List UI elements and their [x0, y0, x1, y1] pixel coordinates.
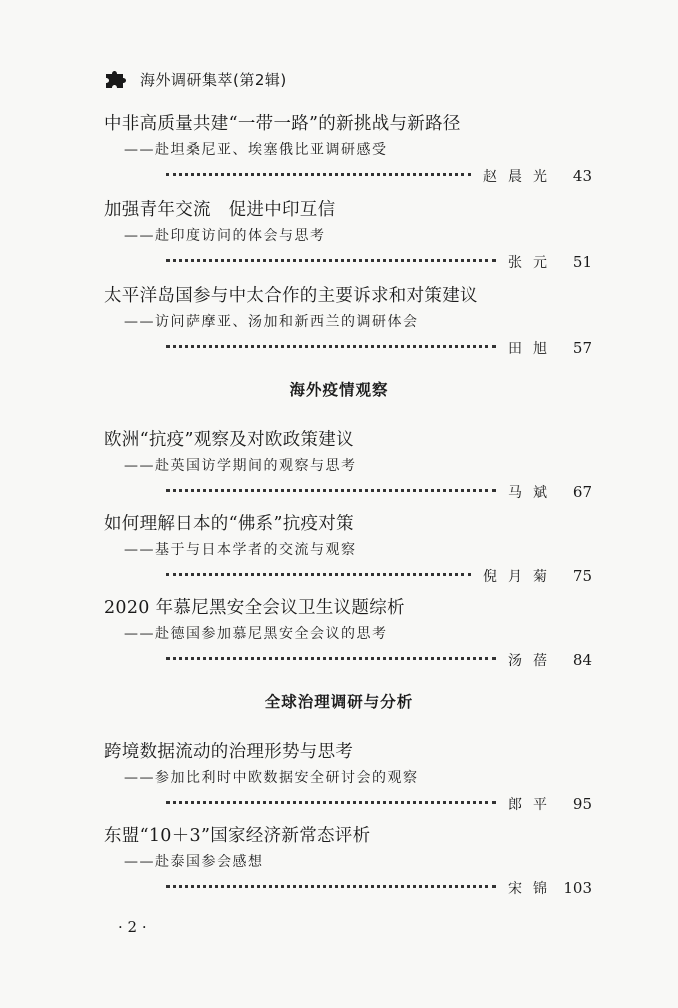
entry-title: 如何理解日本的“佛系”抗疫对策: [104, 514, 354, 534]
leader-row: [166, 252, 592, 272]
dot-leader: [166, 345, 496, 348]
entry-title: 太平洋岛国参与中太合作的主要诉求和对策建议: [104, 286, 478, 306]
leader-row: [166, 338, 592, 358]
entry-subtitle: ——赴英国访学期间的观察与思考: [124, 458, 357, 474]
dot-leader: [166, 173, 471, 176]
entry-author: 马斌: [508, 485, 558, 501]
dot-leader: [166, 489, 496, 492]
entry-title: 中非高质量共建“一带一路”的新挑战与新路径: [104, 114, 461, 134]
entry-subtitle: ——赴德国参加慕尼黑安全会议的思考: [124, 626, 388, 642]
leader-row: [166, 166, 592, 186]
entry-title: 跨境数据流动的治理形势与思考: [104, 742, 354, 762]
entry-title: 东盟“10＋3”国家经济新常态评析: [104, 826, 371, 846]
entry-page-number: 43: [572, 167, 592, 185]
section-heading: 海外疫情观察: [289, 381, 389, 399]
book-title: 海外调研集萃(第2辑): [140, 70, 287, 89]
entry-subtitle: ——赴坦桑尼亚、埃塞俄比亚调研感受: [124, 142, 388, 158]
entry-page-number: 51: [572, 253, 592, 271]
puzzle-piece-icon: [104, 68, 130, 90]
leader-row: [166, 566, 592, 586]
section-heading: 全球治理调研与分析: [264, 693, 414, 711]
entry-author: 赵晨光: [483, 169, 558, 185]
dot-leader: [166, 885, 496, 888]
entry-page-number: 57: [572, 339, 592, 357]
entry-subtitle: ——赴印度访问的体会与思考: [124, 228, 326, 244]
entry-author: 汤蓓: [508, 653, 558, 669]
entry-subtitle: ——赴泰国参会感想: [124, 854, 264, 870]
dot-leader: [166, 657, 496, 660]
leader-row: [166, 650, 592, 670]
entry-author: 郎平: [508, 797, 558, 813]
leader-row: [166, 878, 592, 898]
entry-page-number: 103: [563, 879, 592, 897]
entry-subtitle: ——基于与日本学者的交流与观察: [124, 542, 357, 558]
entry-subtitle: ——参加比利时中欧数据安全研讨会的观察: [124, 770, 419, 786]
entry-author: 田旭: [508, 341, 558, 357]
entry-title: 欧洲“抗疫”观察及对欧政策建议: [104, 430, 354, 450]
running-header: [104, 68, 287, 90]
entry-author: 宋锦: [508, 881, 558, 897]
entry-page-number: 75: [572, 567, 592, 585]
entry-page-number: 67: [572, 483, 592, 501]
dot-leader: [166, 573, 471, 576]
entry-title: 2020 年慕尼黑安全会议卫生议题综析: [104, 598, 405, 618]
entry-author: 张元: [508, 255, 558, 271]
entry-page-number: 95: [572, 795, 592, 813]
leader-row: [166, 482, 592, 502]
entry-author: 倪月菊: [483, 569, 558, 585]
page-footer-number: · 2 ·: [118, 918, 147, 936]
dot-leader: [166, 259, 496, 262]
leader-row: [166, 794, 592, 814]
dot-leader: [166, 801, 496, 804]
entry-title: 加强青年交流 促进中印互信: [104, 200, 336, 220]
entry-subtitle: ——访问萨摩亚、汤加和新西兰的调研体会: [124, 314, 419, 330]
entry-page-number: 84: [572, 651, 592, 669]
